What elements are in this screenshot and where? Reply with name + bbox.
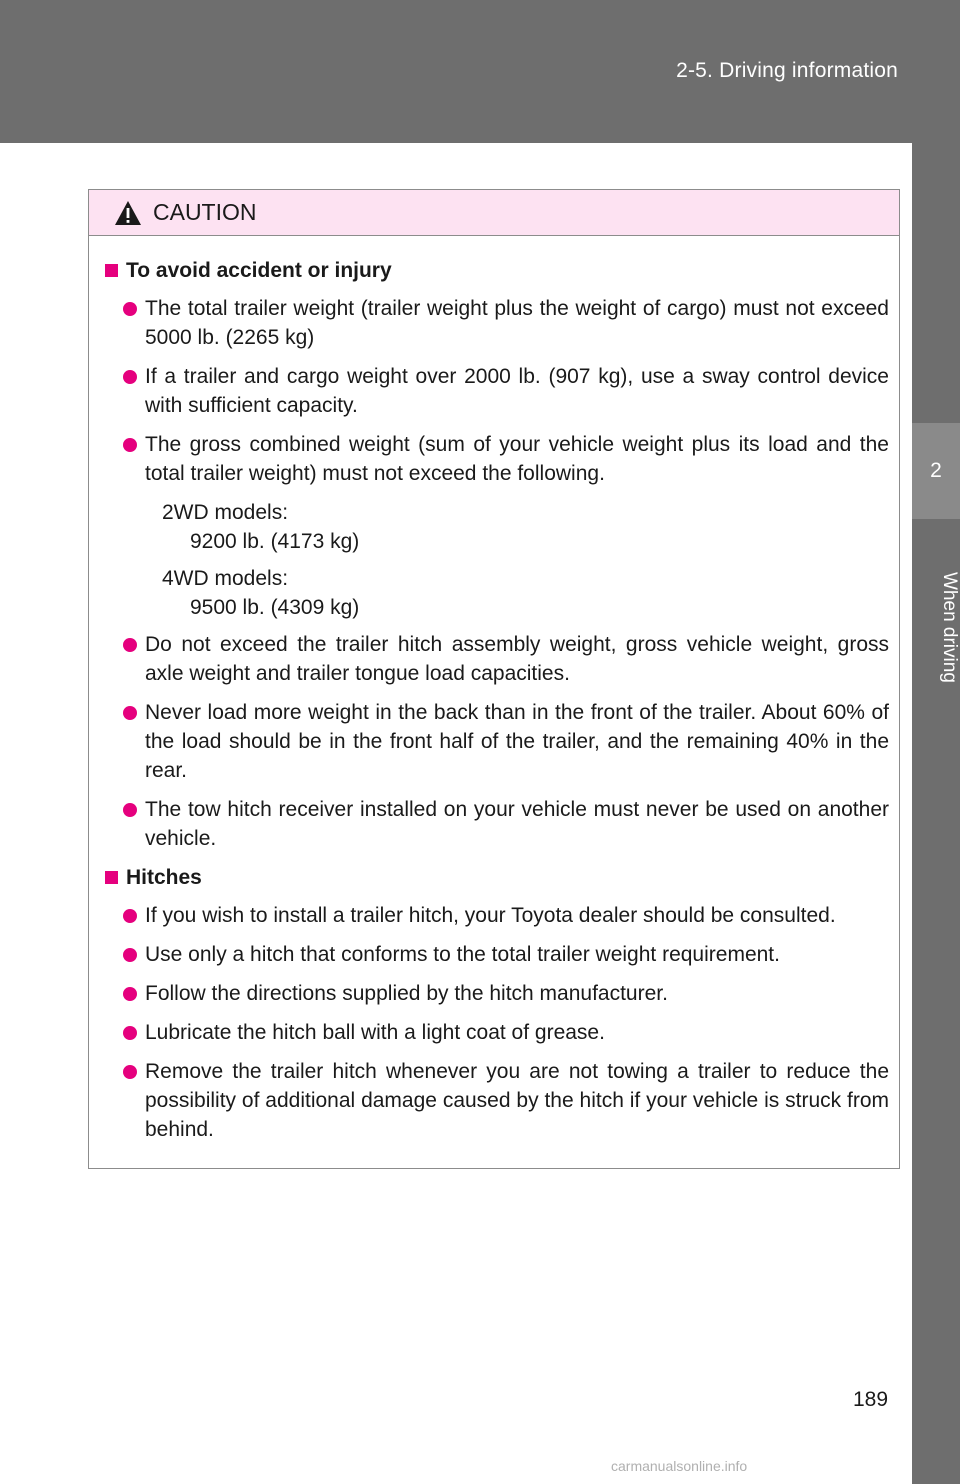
model-spec — [105, 564, 889, 622]
caution-title: CAUTION — [153, 199, 257, 225]
list-item — [105, 362, 889, 420]
item-text: The total trailer weight (trailer weight plus the weight of cargo) must not exceed 5000 lb. (2265 kg) — [145, 297, 889, 349]
caution-box — [88, 189, 900, 1169]
watermark-text: carmanualsonline.info — [611, 1458, 748, 1474]
round-bullet-icon — [123, 803, 137, 817]
item-text: Follow the directions supplied by the hitch manufacturer. — [145, 982, 668, 1005]
round-bullet-icon — [123, 987, 137, 1001]
round-bullet-icon — [123, 706, 137, 720]
round-bullet-icon — [123, 438, 137, 452]
list-item — [105, 1057, 889, 1144]
item-text: The tow hitch receiver installed on your vehicle must never be used on another vehicle. — [145, 798, 889, 850]
caution-body — [89, 236, 899, 1144]
caution-header — [89, 190, 899, 236]
round-bullet-icon — [123, 638, 137, 652]
round-bullet-icon — [123, 909, 137, 923]
round-bullet-icon — [123, 1065, 137, 1079]
heading-text: To avoid accident or injury — [126, 259, 392, 282]
list-item — [105, 294, 889, 352]
model-weight: 9500 lb. (4309 kg) — [190, 596, 360, 619]
item-text: Do not exceed the trailer hitch assembly weight, gross vehicle weight, gross axle weight and trailer tongue load capacities. — [145, 633, 889, 685]
list-item — [105, 698, 889, 785]
square-bullet-icon — [105, 264, 118, 277]
chapter-side-tab — [912, 143, 960, 1484]
list-item — [105, 630, 889, 688]
round-bullet-icon — [123, 302, 137, 316]
page-number: 189 — [853, 1388, 889, 1411]
page-header — [0, 0, 960, 143]
section-title: 2-5. Driving information — [676, 59, 898, 82]
round-bullet-icon — [123, 948, 137, 962]
model-weight: 9200 lb. (4173 kg) — [190, 530, 360, 553]
round-bullet-icon — [123, 370, 137, 384]
item-text: If you wish to install a trailer hitch, your Toyota dealer should be consulted. — [145, 904, 836, 927]
item-text: The gross combined weight (sum of your vehicle weight plus its load and the total trailer weight) must not exceed the following. — [145, 433, 889, 485]
model-label: 4WD models: — [162, 567, 289, 590]
model-spec — [105, 498, 889, 556]
list-item — [105, 940, 889, 969]
list-item — [105, 430, 889, 488]
list-item — [105, 795, 889, 853]
item-text: If a trailer and cargo weight over 2000 lb. (907 kg), use a sway control device with sufficient capacity. — [145, 365, 889, 417]
chapter-title: When driving — [939, 571, 960, 683]
heading-text: Hitches — [126, 866, 202, 889]
chapter-number: 2 — [912, 423, 960, 519]
section-heading — [105, 863, 889, 892]
list-item — [105, 979, 889, 1008]
warning-triangle-icon — [113, 199, 143, 227]
model-label: 2WD models: — [162, 501, 289, 524]
item-text: Never load more weight in the back than in the front of the trailer. About 60% of the load should be in the front half of the trailer, and the remaining 40% in the rear. — [145, 701, 889, 782]
round-bullet-icon — [123, 1026, 137, 1040]
square-bullet-icon — [105, 871, 118, 884]
item-text: Use only a hitch that conforms to the total trailer weight requirement. — [145, 943, 780, 966]
section-heading — [105, 256, 889, 285]
item-text: Remove the trailer hitch whenever you are not towing a trailer to reduce the possibility of additional damage caused by the hitch if your vehicle is struck from behind. — [145, 1060, 889, 1141]
item-text: Lubricate the hitch ball with a light coat of grease. — [145, 1021, 605, 1044]
list-item — [105, 1018, 889, 1047]
list-item — [105, 901, 889, 930]
